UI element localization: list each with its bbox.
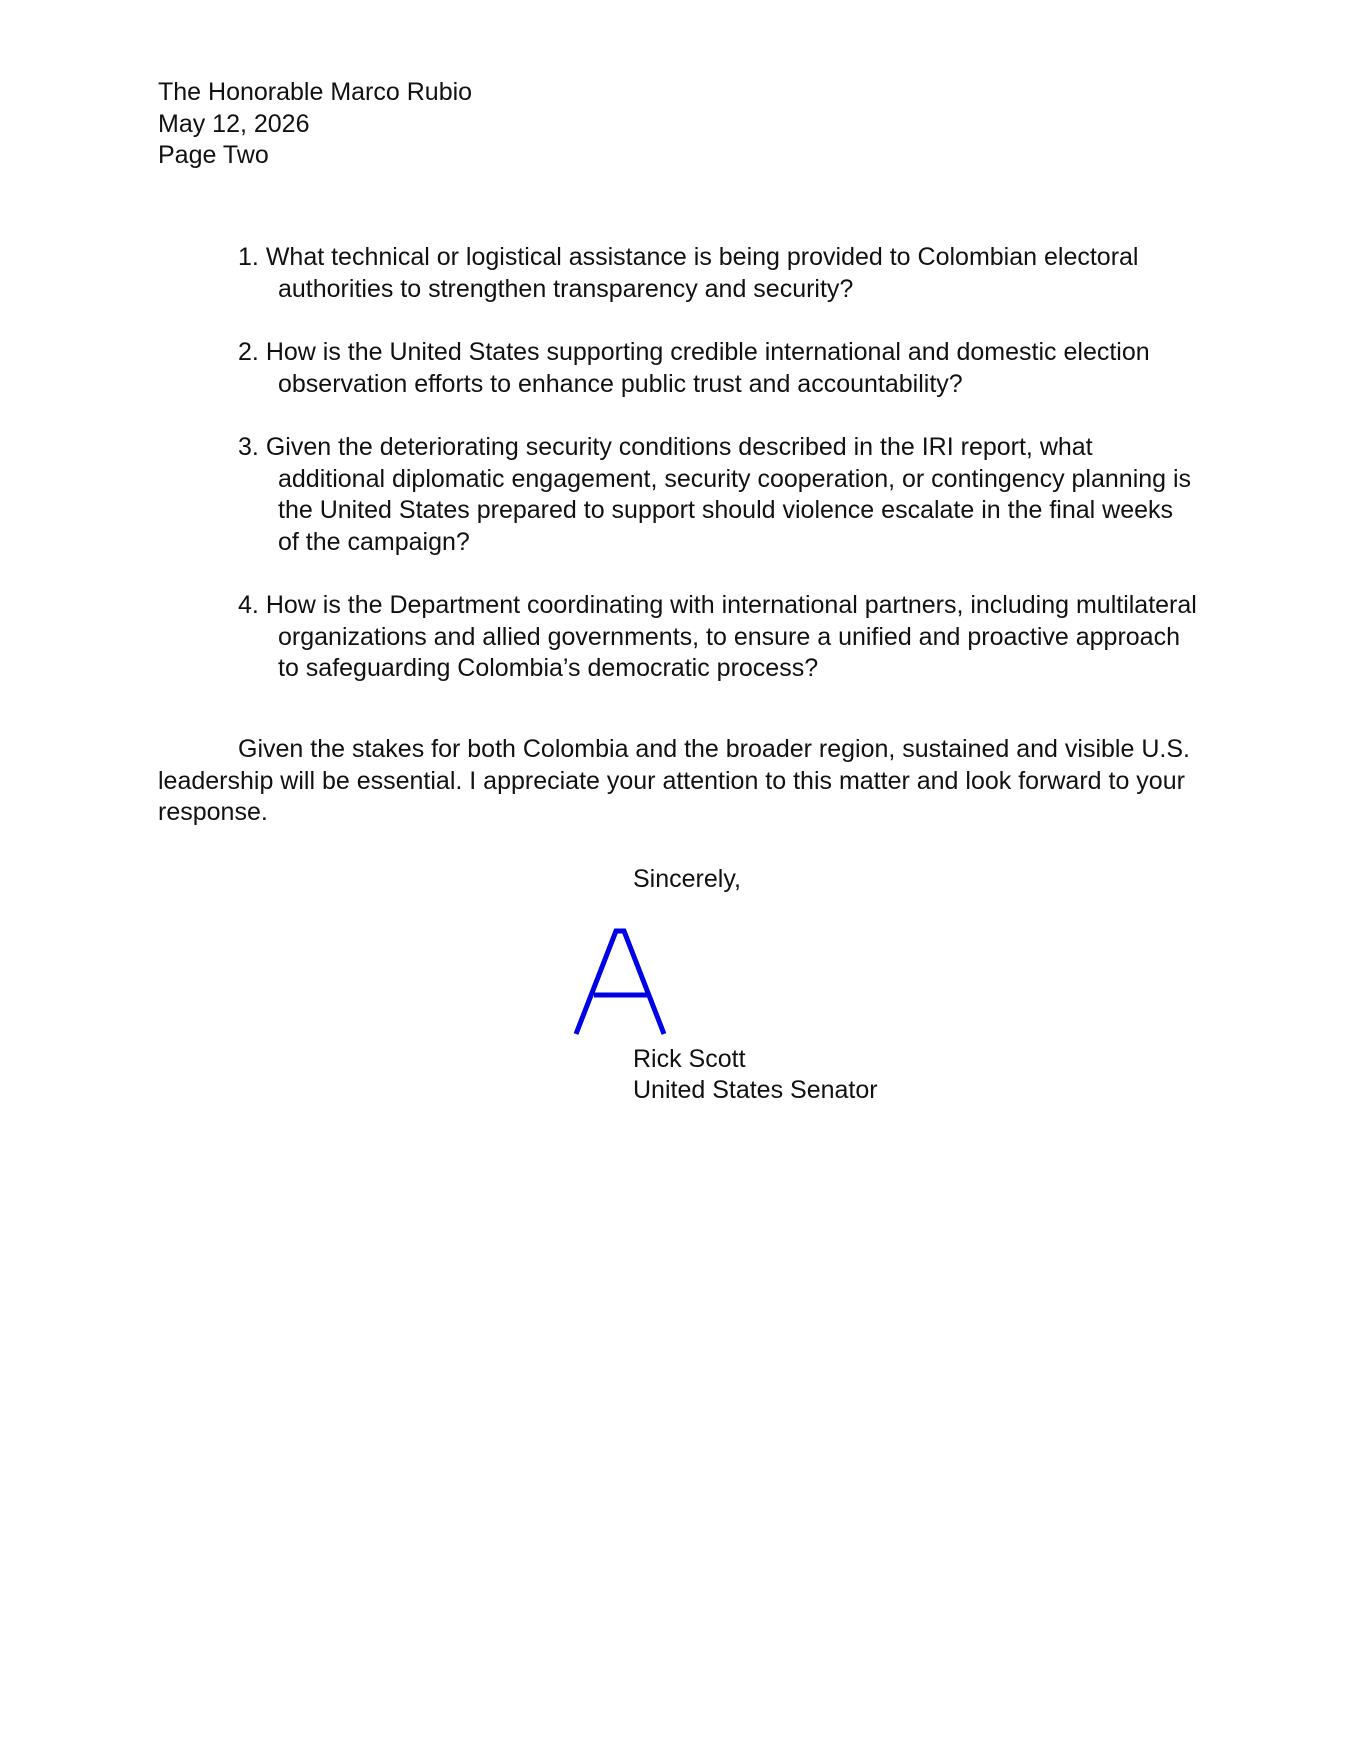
question-item-4 [238,590,1198,685]
question-number: 1. [238,243,259,271]
signer-title: United States Senator [633,1076,878,1104]
question-text: Given the deteriorating security conditions described in the IRI report, what additional diplomatic engagement, security cooperation, or contingency planning is the United States prepared to support should violence escalate in the final weeks of the campaign? [265,433,1192,556]
question-text: What technical or logistical assistance is being provided to Colombian electoral authorities to strengthen transparency and security? [265,243,1139,303]
date-line: May 12, 2026 [158,109,310,138]
recipient-line: The Honorable Marco Rubio [158,78,473,106]
question-item-2 [238,337,1198,400]
question-number: 4. [238,591,259,619]
signoff: Sincerely, [633,865,741,893]
question-text: How is the Department coordinating with international partners, including multilateral organizations and allied governments, to ensure a unified and proactive approach to safeguarding Colombia’s democratic process? [265,591,1197,682]
closing-paragraph: Given the stakes for both Colombia and the broader region, sustained and visible U.S. leadership will be essential. I appreciate your attention to this matter and look forward to your response. [158,735,1190,826]
question-list [238,242,1198,717]
page-label: Page Two [158,141,269,169]
question-number: 3. [238,433,259,461]
question-number: 2. [238,338,259,366]
question-item-1 [238,242,1198,305]
signer-name: Rick Scott [633,1045,746,1073]
letter-header [158,77,1058,172]
question-text: How is the United States supporting credible international and domestic election observation efforts to enhance public trust and accountability? [265,338,1150,398]
signature-mark-icon [570,926,670,1038]
question-item-3 [238,432,1198,558]
